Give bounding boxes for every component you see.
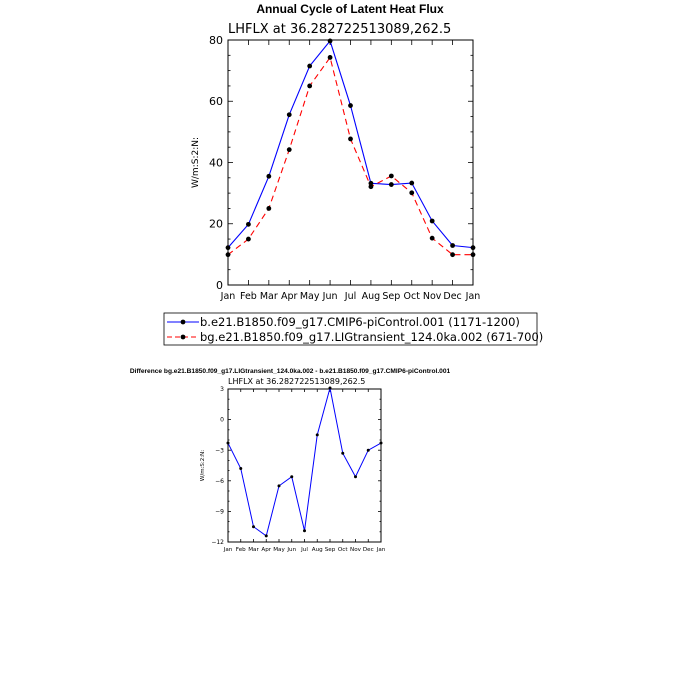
chart2-ytick-label: −9 (215, 508, 224, 516)
chart2-xtick-label: Mar (248, 547, 259, 553)
chart2-series-1-point (239, 467, 242, 470)
chart2-xtick-label: Jul (301, 547, 308, 553)
legend-marker-1 (181, 320, 186, 325)
chart1-ytick-label: 20 (209, 217, 223, 231)
chart1-xtick-label: Mar (259, 291, 278, 302)
chart1-subtitle: LHFLX at 36.282722513089,262.5 (228, 22, 452, 37)
chart1-xtick-label: Jan (220, 291, 236, 302)
chart2-ytick-label: 3 (220, 386, 224, 394)
chart2-xtick-label: Apr (261, 547, 272, 553)
chart1-series-1-point (266, 174, 271, 179)
chart2-y-axis-label: W/m:S:2:N: (200, 449, 206, 482)
chart1-series-1-point (471, 245, 476, 250)
chart2-ytick-label: −6 (215, 477, 224, 485)
chart1-series-1-point (430, 219, 435, 224)
chart2-series-1-point (341, 452, 344, 455)
chart1-series-2-point (471, 252, 476, 257)
chart1-series-1-point (389, 182, 394, 187)
chart1-series-1-point (226, 245, 231, 250)
chart2-xtick-label: Jan (223, 547, 233, 553)
chart1-series-1-point (409, 181, 414, 186)
chart1-xtick-label: Apr (281, 291, 298, 302)
chart1-xtick-label: Aug (361, 291, 381, 302)
chart2-ytick-label: −12 (211, 539, 224, 547)
chart2-xtick-label: Nov (350, 547, 361, 553)
chart2-series-1-point (354, 475, 357, 478)
chart2-ytick-label: −3 (215, 447, 224, 455)
legend-label-1: b.e21.B1850.f09_g17.CMIP6-piControl.001 (1171-1200) (200, 315, 520, 329)
chart1-series-line-1 (228, 41, 473, 248)
chart1-plot-frame (228, 40, 473, 285)
chart2-title: Difference bg.e21.B1850.f09_g17.LIGtransient_124.0ka.002 - b.e21.B1850.f09_g17.CMIP6-piControl.001 (129, 368, 451, 375)
chart1-series-2-point (389, 174, 394, 179)
chart1-series-1-point (287, 112, 292, 117)
chart2-series-1-point (380, 442, 383, 445)
chart1-title: Annual Cycle of Latent Heat Flux (256, 2, 444, 16)
chart1-y-axis-label: W/m:S:2:N: (191, 137, 201, 188)
chart2-series-1-point (367, 449, 370, 452)
legend-label-2: bg.e21.B1850.f09_g17.LIGtransient_124.0ka.002 (671-700) (200, 330, 544, 344)
chart1-series-1-point (246, 222, 251, 227)
chart1-series-2-point (226, 252, 231, 257)
chart1-xtick-label: Sep (382, 291, 401, 302)
chart2-series-1-point (227, 442, 230, 445)
chart2-xtick-label: May (273, 547, 285, 553)
chart1-ytick-label: 60 (209, 95, 223, 109)
chart1-series-2-point (450, 252, 455, 257)
chart1-series-2-point (369, 184, 374, 189)
chart2-series-1-point (278, 484, 281, 487)
chart2-series-1-point (303, 529, 306, 532)
chart1-series-1-point (450, 243, 455, 248)
chart2-ytick-label: 0 (220, 416, 224, 424)
chart1-xtick-label: Jun (322, 291, 338, 302)
chart2-plot-frame (228, 389, 381, 542)
chart1-xtick-label: Feb (240, 291, 257, 302)
chart1-xtick-label: Dec (443, 291, 462, 302)
chart1-xtick-label: Jul (344, 291, 357, 302)
chart1-xtick-label: Jan (465, 291, 481, 302)
chart2-xtick-label: Sep (324, 547, 336, 553)
chart2-subtitle: LHFLX at 36.282722513089,262.5 (228, 377, 366, 386)
chart2-xtick-label: Jan (376, 547, 386, 553)
chart1-series-1-point (348, 103, 353, 108)
chart1-series-2-point (246, 237, 251, 242)
chart2-xtick-label: Feb (235, 547, 246, 553)
chart2-series-1-point (329, 386, 332, 389)
chart1-ytick-label: 80 (209, 33, 223, 47)
chart1-series-2-point (430, 236, 435, 241)
chart2-xtick-label: Oct (337, 547, 348, 553)
chart1-series-1-point (328, 39, 333, 44)
chart1-xtick-label: Oct (403, 291, 420, 302)
chart1-xtick-label: May (299, 291, 320, 302)
chart2-series-line-1 (228, 388, 381, 536)
chart1-series-2-point (348, 137, 353, 142)
chart2-series-1-point (316, 433, 319, 436)
chart1-series-2-point (266, 206, 271, 211)
chart2-series-1-point (252, 525, 255, 528)
chart1-series-2-point (409, 190, 414, 195)
chart1-series-1-point (307, 64, 312, 69)
chart1-ytick-label: 40 (209, 156, 223, 170)
chart2-xtick-label: Aug (311, 547, 323, 553)
legend-marker-2 (181, 335, 186, 340)
chart2-series-1-point (265, 534, 268, 537)
chart2-xtick-label: Dec (362, 547, 374, 553)
chart1-series-2-point (307, 84, 312, 89)
chart1-series-2-point (328, 55, 333, 60)
chart1-xtick-label: Nov (422, 291, 442, 302)
chart2-xtick-label: Jun (287, 547, 297, 553)
chart1-ytick-label: 0 (216, 278, 223, 292)
chart2-series-1-point (290, 475, 293, 478)
chart1-series-2-point (287, 147, 292, 152)
